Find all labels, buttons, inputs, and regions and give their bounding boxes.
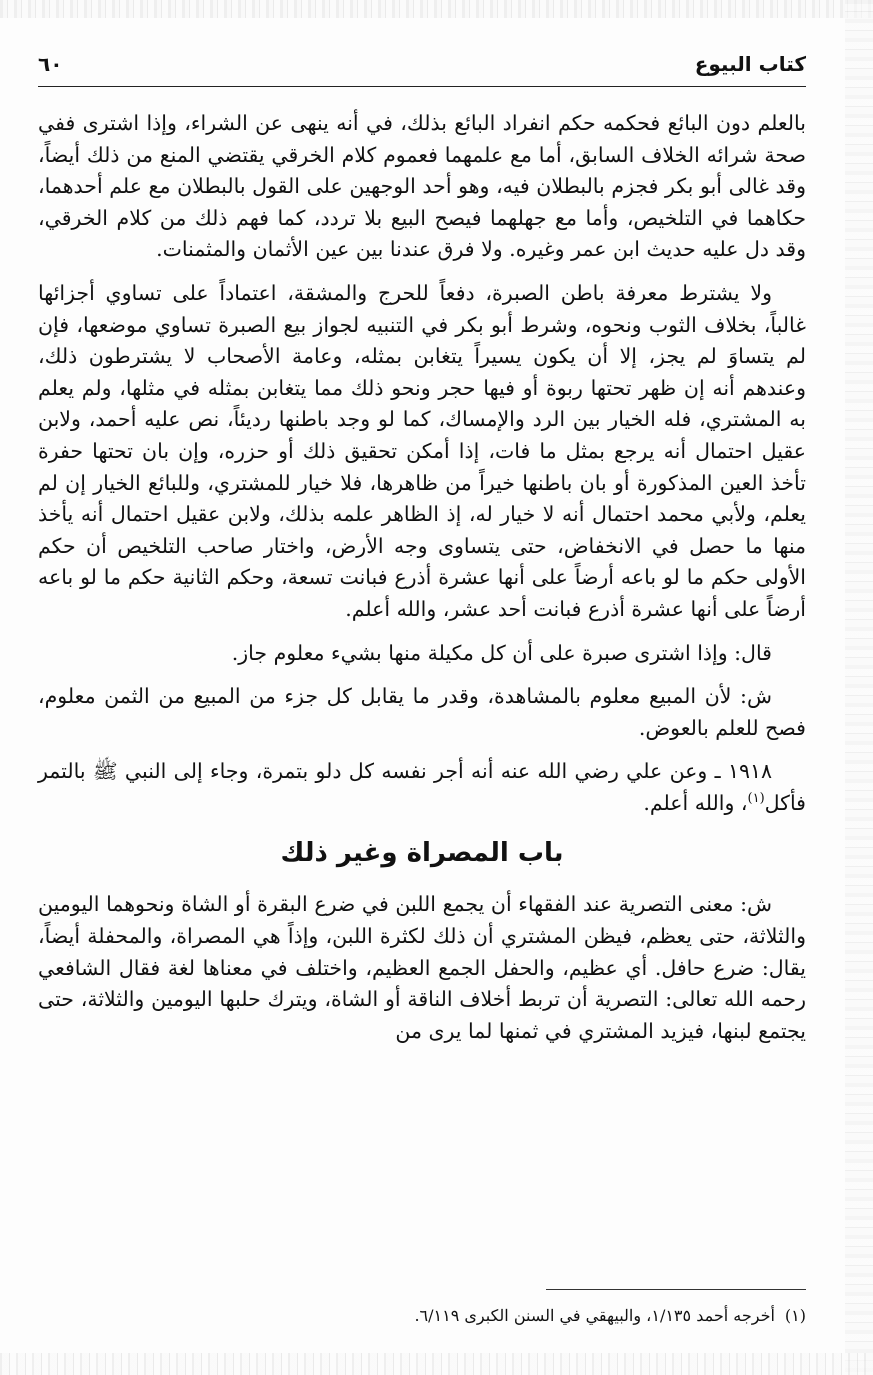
footnote [38,1303,806,1329]
footnote-text: أخرجه أحمد ١/١٣٥، والبيهقي في السنن الكبرى ٦/١١٩. [414,1306,775,1325]
running-title: كتاب البيوع [694,52,806,76]
hadith-paragraph [38,756,806,819]
footnote-mark[interactable]: (١) [747,791,765,807]
scan-edge-bottom [0,1353,873,1375]
paragraph: قال: وإذا اشترى صبرة على أن كل مكيلة منها بشيء معلوم جاز. [231,640,772,665]
header-rule [38,86,806,87]
section-heading: باب المصراة وغير ذلك [280,838,564,869]
paragraph: ش: لأن المبيع معلوم بالمشاهدة، وقدر ما يقابل كل جزء من المبيع من الثمن معلوم، فصح للعلم بالعوض. [38,684,806,740]
page-number: ٦٠ [38,52,63,76]
scan-edge-right [845,0,873,1375]
hadith-text-end: ، والله أعلم. [643,790,748,815]
footnote-number: (١) [784,1306,806,1325]
scan-edge-top [0,0,873,18]
hadith-text: ١٩١٨ ـ وعن علي رضي الله عنه أنه أجر نفسه كل دلو بتمرة، وجاء إلى النبي ﷺ بالتمر فأكل [38,759,806,815]
paragraph: ش: معنى التصرية عند الفقهاء أن يجمع اللبن في ضرع البقرة أو الشاة ونحوهما اليومين والثلاثة، حتى يعظم، فيظن المشتري أن ذلك لكثرة اللبن، وإذاً هي المصراة، والمحفلة أيضاً، يقال: ضرع حافل. أي عظيم، والحفل الجمع العظيم، واختلف في معناها لغة فقال الشافعي رحمه الله تعالى: التصرية أن تربط أخلاف الناقة أو الشاة، ويترك حلبها اليومين والثلاثة، حتى يجتمع لبنها، فيزيد المشتري في ثمنها لما يرى من [38,892,806,1043]
main-text [38,108,806,1059]
paragraph: بالعلم دون البائع فحكمه حكم انفراد البائع بذلك، في أنه ينهى عن الشراء، وإذا اشترى ففي صحة شرائه الخلاف السابق، أما مع علمهما فعموم كلام الخرقي يقتضي المنع من ذلك أيضاً، وقد غالى أبو بكر فجزم بالبطلان فيه، وهو أحد الوجهين على القول بالبطلان مع علم أحدهما، حكاهما في التلخيص، وأما مع جهلهما فيصح البيع بلا تردد، كما فهم ذلك من كلام الخرقي، وقد دل عليه حديث ابن عمر وغيره. ولا فرق عندنا بين عين الأثمان والمثمنات. [38,111,806,262]
footnote-rule [546,1289,806,1290]
page-header [38,50,806,86]
paragraph: ولا يشترط معرفة باطن الصبرة، دفعاً للحرج والمشقة، اعتماداً على تساوي أجزائها غالباً، بخلاف الثوب ونحوه، وشرط أبو بكر في التنبيه لجواز بيع الصبرة تساوي موضعها، فإن لم يتساوَ لم يجز، إلا أن يكون يسيراً يتغابن بمثله، وعامة الأصحاب لا يشترطون ذلك، وعندهم أنه إن ظهر تحتها ربوة أو فيها حجر ونحو ذلك مما يتغابن بمثله في مثلها، ولم يعلم به المشتري، فله الخيار بين الرد والإمساك، كما لو وجد باطنها رديئاً، نص عليه أحمد، ولابن عقيل احتمال أنه يرجع بمثل ما فات، إذا أمكن تحقيق ذلك أو حزره، وإن بان تحتها حفرة تأخذ العين المذكورة أو بان باطنها خيراً من ظاهرها، فلا خيار للمشتري، وللبائع الخيار إن لم يعلم، ولأبي محمد احتمال أنه لا خيار له، إذ الظاهر علمه بذلك، ولابن عقيل احتمال أنه يأخذ منها ما حصل في الانخفاض، حتى يتساوى وجه الأرض، واختار صاحب التلخيص أن حكم الأولى حكم ما لو باعه أرضاً على أنها عشرة أذرع فبانت تسعة، وحكم الثانية حكم ما لو باعه أرضاً على أنها عشرة أذرع فبانت أحد عشر، والله أعلم. [38,280,806,621]
